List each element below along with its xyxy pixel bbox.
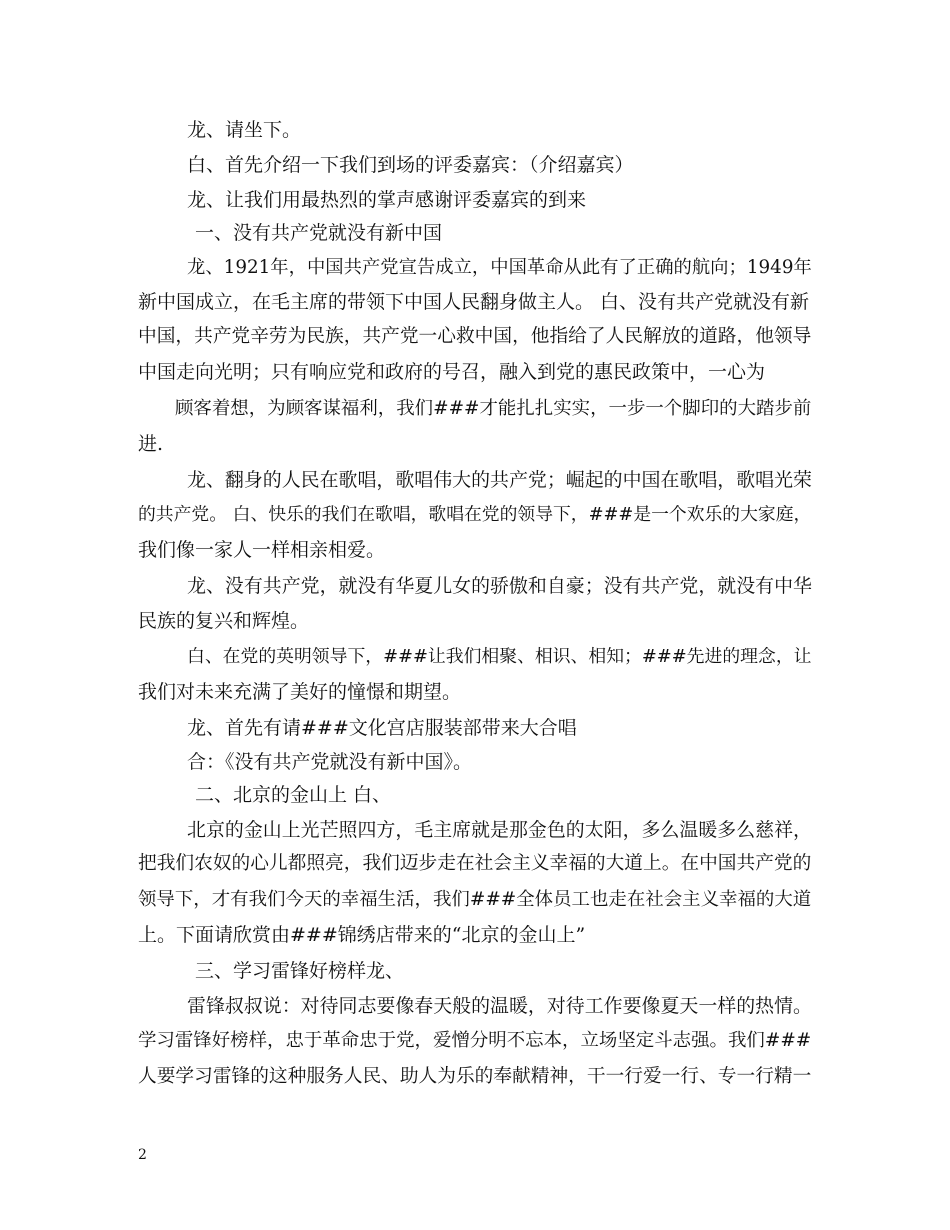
text-line: 合：《没有共产党就没有新中国》。 (187, 751, 473, 773)
page-number: 2 (138, 1147, 147, 1163)
text-line: 的共产党。 白、快乐的我们在歌唱，歌唱在党的领导下，###是一个欢乐的大家庭， (138, 504, 812, 525)
text-line: 民族的复兴和辉煌。 (138, 610, 310, 632)
text-line: 中国走向光明；只有响应党和政府的号召，融入到党的惠民政策中，一心为 (138, 361, 766, 383)
text-line: 白、首先介绍一下我们到场的评委嘉宾：（介绍嘉宾） (187, 154, 634, 176)
text-line: 把我们农奴的心儿都照亮，我们迈步走在社会主义幸福的大道上。在中国共产党的 (138, 853, 812, 874)
text-line: 我们对未来充满了美好的憧憬和期望。 (138, 681, 462, 703)
text-line: 学习雷锋好榜样，忠于革命忠于党，爱憎分明不忘本，立场坚定斗志强。我们### (138, 1030, 812, 1051)
text-line: 我们像一家人一样相亲相爱。 (138, 539, 386, 561)
section-heading: 二、北京的金山上 白、 (195, 784, 392, 806)
section-heading: 三、学习雷锋好榜样龙、 (195, 960, 405, 982)
text-line: 领导下，才有我们今天的幸福生活，我们###全体员工也走在社会主义幸福的大道 (138, 889, 812, 910)
text-line: 龙、1921年，中国共产党宣告成立，中国革命从此有了正确的航向；1949年 (187, 257, 812, 278)
text-line: 新中国成立，在毛主席的带领下中国人民翻身做主人。 白、没有共产党就没有新 (138, 291, 810, 313)
text-line: 龙、请坐下。 (187, 119, 302, 141)
text-line: 雷锋叔叔说：对待同志要像春天般的温暖，对待工作要像夏天一样的热情。 (187, 995, 812, 1017)
text-line: 中国，共产党辛劳为民族，共产党一心救中国，他指给了人民解放的道路，他领导 (138, 326, 812, 347)
text-line: 龙、让我们用最热烈的掌声感谢评委嘉宾的到来 (187, 189, 587, 211)
section-heading: 一、没有共产党就没有新中国 (195, 222, 443, 244)
text-line: 人要学习雷锋的这种服务人民、助人为乐的奉献精神，干一行爱一行、专一行精一 (138, 1066, 812, 1087)
text-line: 进. (138, 433, 164, 455)
text-line: 龙、首先有请###文化宫店服装部带来大合唱 (187, 717, 577, 739)
text-line: 顾客着想，为顾客谋福利，我们###才能扎扎实实，一步一个脚印的大踏步前 (175, 398, 812, 419)
text-line: 白、在党的英明领导下，###让我们相聚、相识、相知；###先进的理念，让 (187, 646, 812, 667)
text-line: 龙、没有共产党，就没有华夏儿女的骄傲和自豪；没有共产党，就没有中华 (187, 575, 812, 597)
text-line: 上。下面请欣赏由###锦绣店带来的“北京的金山上” (138, 924, 586, 946)
text-line: 北京的金山上光芒照四方，毛主席就是那金色的太阳，多么温暖多么慈祥， (187, 819, 812, 841)
text-line: 龙、翻身的人民在歌唱，歌唱伟大的共产党；崛起的中国在歌唱，歌唱光荣 (187, 469, 812, 491)
